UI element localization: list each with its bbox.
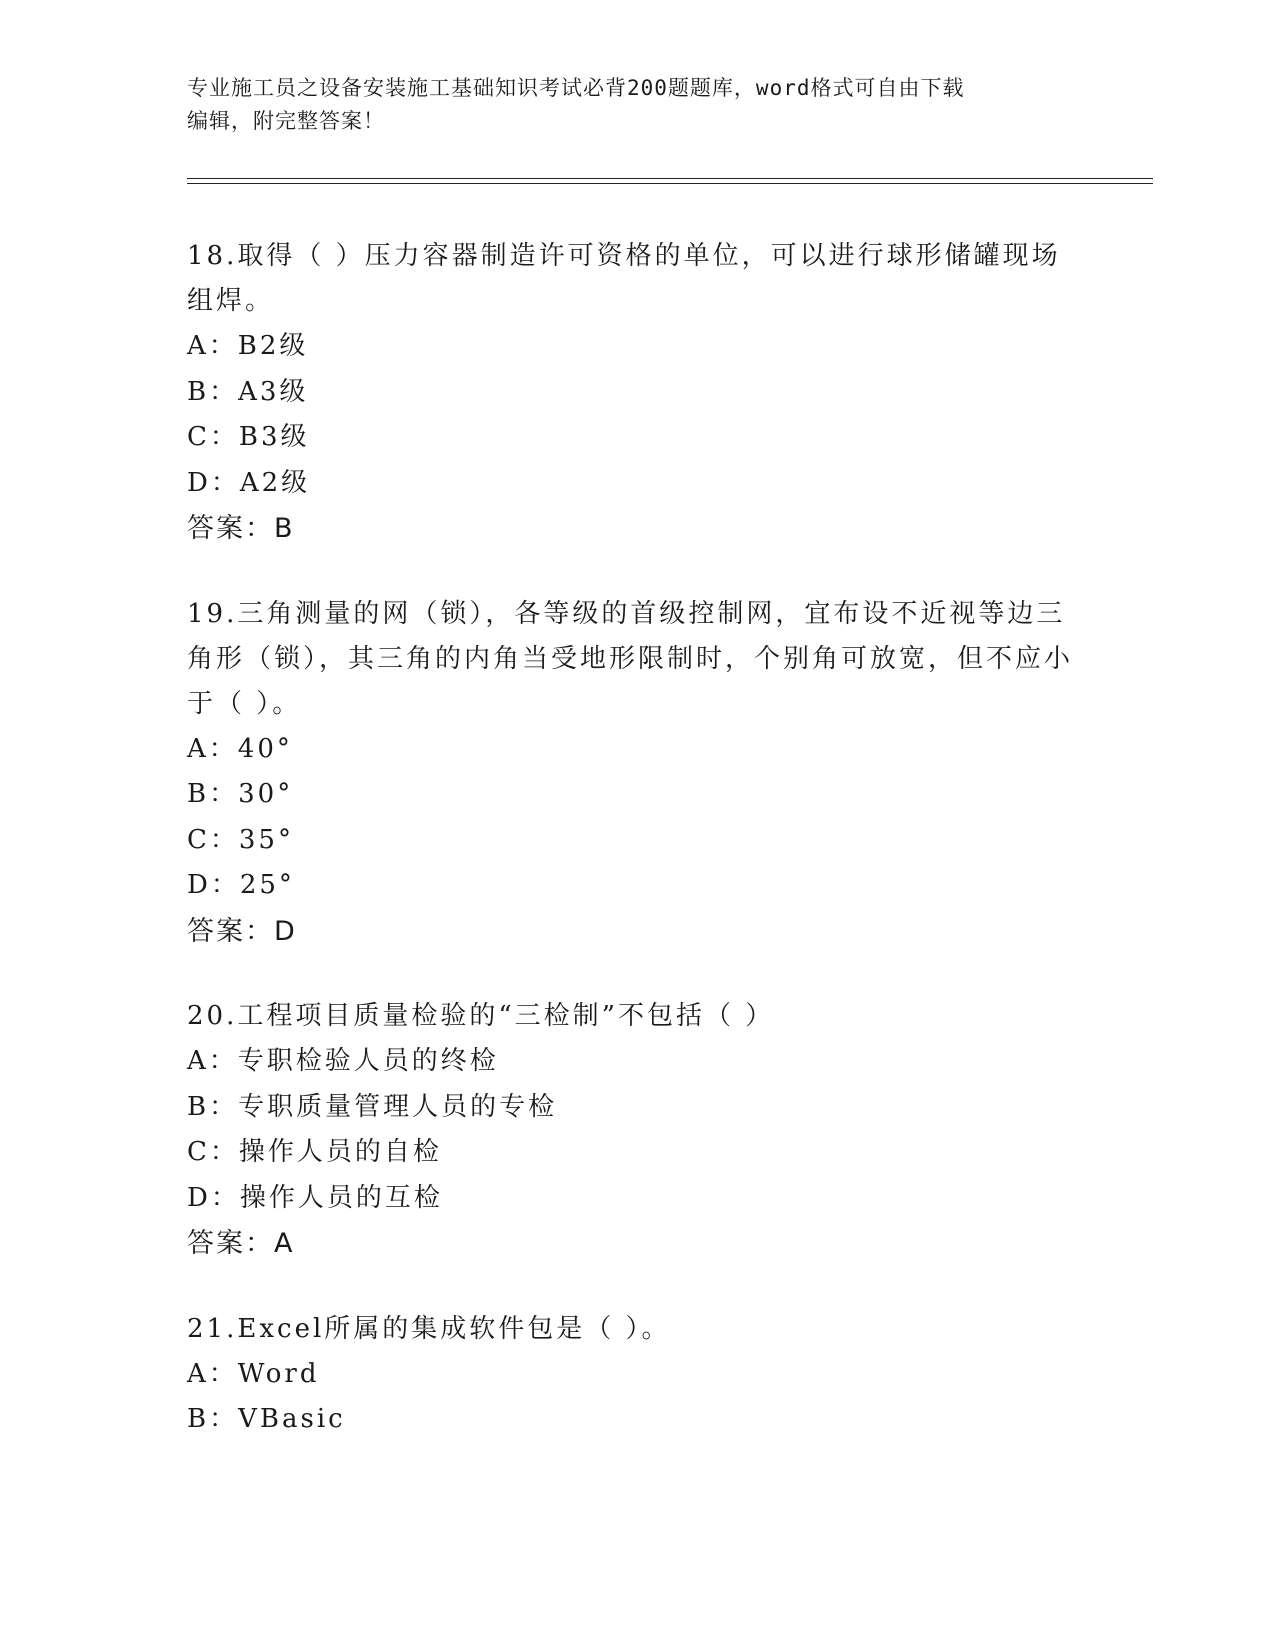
option-c: C：35°	[187, 824, 294, 855]
question-18	[187, 234, 1087, 552]
question-stem: 工程项目质量检验的“三检制”不包括（ ）	[237, 1001, 775, 1031]
option-a: A：专职检验人员的终检	[187, 1046, 499, 1076]
option-d: D：操作人员的互检	[187, 1182, 443, 1213]
header-divider-bottom	[187, 183, 1153, 184]
option-a: A：Word	[187, 1358, 320, 1389]
option-a: A：B2级	[187, 331, 309, 361]
option-d: D：25°	[187, 870, 295, 900]
header-line-1: 专业施工员之设备安装施工基础知识考试必背200题题库，word格式可自由下载	[187, 76, 965, 100]
question-text	[187, 592, 1087, 727]
document-header	[187, 72, 1067, 138]
question-20	[187, 994, 1087, 1267]
header-line-2: 编辑，附完整答案！	[187, 109, 385, 133]
option-b: B：A3级	[187, 376, 309, 407]
option-b: B：30°	[187, 779, 294, 809]
answer-line: 答案：B	[187, 513, 295, 544]
option-b: B：专职质量管理人员的专检	[187, 1091, 558, 1122]
question-text	[187, 1307, 1087, 1352]
option-c: C：操作人员的自检	[187, 1137, 442, 1167]
answer-line: 答案：D	[187, 915, 297, 947]
question-text	[187, 234, 1087, 324]
question-stem: Excel所属的集成软件包是（ ）。	[237, 1313, 671, 1344]
header-divider-top	[187, 178, 1153, 179]
question-number: 21.	[187, 1313, 238, 1344]
question-list	[187, 234, 1087, 1483]
answer-line: 答案：A	[187, 1228, 295, 1259]
question-number: 20.	[187, 1001, 238, 1031]
option-b: B：VBasic	[187, 1404, 346, 1434]
question-21	[187, 1307, 1087, 1443]
question-stem: 三角测量的网（锁），各等级的首级控制网，宜布设不近视等边三角形（锁），其三角的内角当受地形限制时，个别角可放宽，但不应小于（ ）。	[187, 598, 1074, 719]
question-number: 18.	[187, 241, 238, 271]
question-number: 19.	[187, 598, 238, 629]
option-a: A：40°	[187, 733, 293, 764]
option-c: C：B3级	[187, 422, 310, 452]
option-d: D：A2级	[187, 467, 311, 498]
question-19	[187, 592, 1087, 955]
question-text	[187, 994, 1087, 1039]
question-stem: 取得（ ）压力容器制造许可资格的单位，可以进行球形储罐现场组焊。	[187, 241, 1061, 316]
